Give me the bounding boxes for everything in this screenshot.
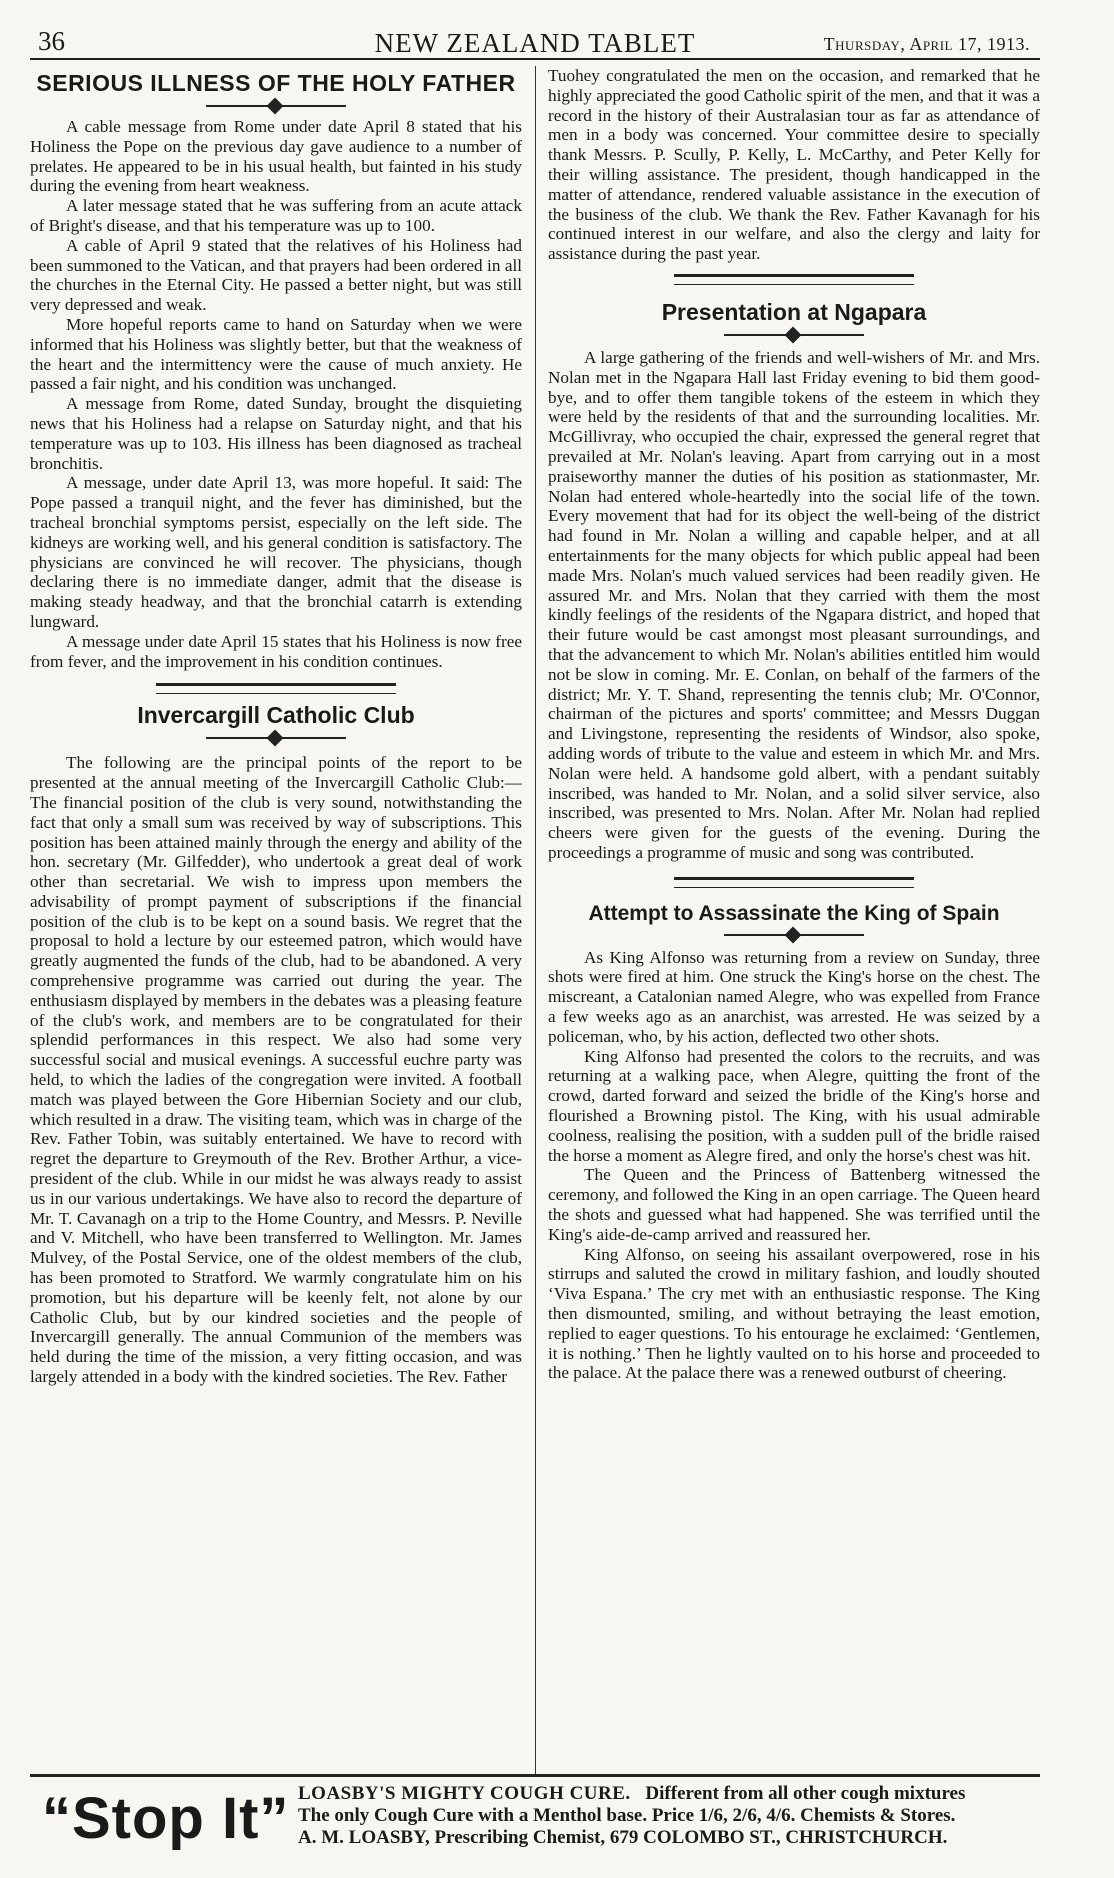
paragraph: The following are the principal points of the report to be presented at the annual meeting of the Invercargill Catholic Club:—The financial position of the club is very sound, notwithstanding the fact that only a small sum was received by way of subscriptions. This position has been attained mainly through the energy and ability of the hon. secretary (Mr. Gilfedder), who undertook a great deal of work other than secretarial. We wish to impress upon members the advisability of prompt payment of subscriptions if the financial position of the club is to be kept on a sound basis. We regret that the proposal to hold a lecture by our esteemed patron, which would have greatly augmented the funds of the club, had to be abandoned. A very comprehensive programme was carried out during the year. The enthusiasm displayed by members in the debates was a pleasing feature of the club's work, and members are to be congratulated for their splendid performances in this respect. We also had some very successful social and musical evenings. A successful euchre party was held, to which the ladies of the congregation were invited. A football match was played between the Gore Hibernian Society and our club, which resulted in a draw. The visiting team, which was in charge of the Rev. Father Tobin, was suitably entertained. We have to record with regret the departure to Greymouth of the Rev. Brother Arthur, a vice-president of the club. While in our midst he was always ready to assist us in our various undertakings. We have also to record the departure of Mr. T. Cavanagh on a trip to the Home Country, and Messrs. P. Neville and V. Mitchell, who have been transferred to Wellington. Mr. James Mulvey, of the Postal Service, one of the oldest members of the club, has been promoted to Stratford. We warmly congratulate him on his promotion, but his departure will be keenly felt, not alone by our Catholic Club, but by our kindred societies and the people of Invercargill generally. The annual Communion of the members was held during the time of the mission, a very fitting occasion, and was largely attended in a body with the kindred societies. The Rev. Father — [30, 753, 522, 1387]
newspaper-page — [30, 22, 1040, 1862]
paragraph: A message from Rome, dated Sunday, brought the disquieting news that his Holiness had a relapse on Saturday night, and that his temperature was up to 103. His illness has been diagnosed as tracheal bronchitis. — [30, 394, 522, 473]
paragraph: As King Alfonso was returning from a review on Sunday, three shots were fired at him. One struck the King's horse on the chest. The miscreant, a Catalonian named Alegre, who was expelled from France a few weeks ago as an anarchist, was arrested. He was seized by a policeman, who, by his action, deflected two other shots. — [548, 947, 1040, 1046]
publication-title: NEW ZEALAND TABLET — [374, 28, 696, 58]
right-column — [548, 66, 1040, 1383]
column-divider — [535, 66, 536, 1774]
holy-father-title: SERIOUS ILLNESS OF THE HOLY FATHER — [36, 70, 516, 96]
holy-father-body — [30, 117, 522, 671]
paragraph: A message, under date April 13, was more hopeful. It said: The Pope passed a tranquil night, and the fever has diminished, but the tracheal bronchial symptoms persist, especially on the left side. The kidneys are working well, and his general condition is satisfactory. The physicians are convinced he will recover. The physicians, though declaring there is no immediate danger, admit that the disease is making steady headway, and that the bronchial catarrh is extending lungward. — [30, 473, 522, 631]
title-ornament — [206, 731, 346, 745]
paragraph: A message under date April 15 states that his Holiness is now free from fever, and the improvement in his condition continues. — [30, 631, 522, 671]
section-rule — [674, 877, 914, 888]
title-ornament — [724, 328, 864, 342]
advert-product-name: LOASBY'S MIGHTY COUGH CURE. — [298, 1783, 631, 1804]
paragraph: King Alfonso, on seeing his assailant overpowered, rose in his stirrups and saluted the crowd in military fashion, and loudly shouted ‘Viva Espana.’ The cry met with an enthusiastic response. The King then dismounted, smiling, and without betraying the least emotion, replied to eager questions. To his entourage he exclaimed: ‘Gentlemen, it is nothing.’ Then he lightly vaulted on to his horse and proceeded to the palace. At the palace there was a renewed outburst of cheering. — [548, 1244, 1040, 1383]
section-rule — [674, 274, 914, 285]
advert-line-1 — [298, 1783, 1038, 1805]
advert-text — [298, 1783, 1038, 1849]
ngapara-title: Presentation at Ngapara — [661, 298, 927, 325]
paragraph: A large gathering of the friends and well-wishers of Mr. and Mrs. Nolan met in the Ngapara Hall last Friday evening to bid them good-bye, and to offer them tangible tokens of the esteem in which they were held by the residents of that and the surrounding localities. Mr. McGillivray, who occupied the chair, expressed the general regret that prevailed at Mr. Nolan's leaving. Apart from carrying out in a most praiseworthy manner the duties of his position as stationmaster, Mr. Nolan had entered whole-heartedly into the social life of the town. Every movement that had for its object the well-being of the district had found in Mr. Nolan a willing and capable helper, and at all entertainments for the many objects for which public appeal had been made Mrs. Nolan's much valued services had been readily given. He assured Mr. and Mrs. Nolan that they carried with them the most kindly feelings of the residents of the Ngapara district, and hoped that their future would be cast amongst most pleasant surroundings, and that the advancement to which Mr. Nolan's abilities entitled him would not be slow in coming. Mr. E. Conlan, on behalf of the farmers of the district; Mr. Y. T. Shand, representing the tennis club; Mr. O'Connor, chairman of the pictures and sports' committee; and Messrs Duggan and Livingstone, representing the residents of Windsor, also spoke, adding words of tribute to the value and esteem in which Mr. and Mrs. Nolan were held. A handsome gold albert, with a pendant suitably inscribed, was handed to Mr. Nolan, and a solid silver service, also inscribed, was presented to Mrs. Nolan. After Mr. Nolan had replied cheers were given for the guests of the evening. During the proceedings a programme of music and song was contributed. — [548, 347, 1040, 862]
invercargill-title: Invercargill Catholic Club — [137, 702, 415, 729]
paragraph: The Queen and the Princess of Battenberg witnessed the ceremony, and followed the King in an open carriage. The Queen heard the shots and guessed what had happened. She was terrified until the King's aide-de-camp arrived and reassured her. — [548, 1165, 1040, 1244]
paragraph-continued: Tuohey congratulated the men on the occasion, and remarked that he highly appreciated the good Catholic spirit of the men, and that it was a record in the history of their Australasian tour as far as attendance of men in a body was concerned. Your committee desire to specially thank Messrs. P. Scully, P. Kelly, L. McCarthy, and Peter Kelly for their willing assistance. The president, though handicapped in the matter of attendance, rendered valuable assistance in the execution of the business of the club. We thank the Rev. Father Kavanagh for his continued interest in our welfare, and also the clergy and laity for assistance during the past year. — [548, 66, 1040, 264]
paragraph: More hopeful reports came to hand on Saturday when we were informed that his Holiness was slightly better, but that the weakness of the heart and the intermittency were the cause of much anxiety. He passed a fair night, and his condition was unchanged. — [30, 314, 522, 394]
advert-line-3: A. M. LOASBY, Prescribing Chemist, 679 COLOMBO ST., CHRISTCHURCH. — [298, 1827, 948, 1848]
left-column — [30, 66, 522, 1387]
advert-tagline: Different from all other cough mixtures — [645, 1783, 966, 1804]
spain-title: Attempt to Assassinate the King of Spain — [588, 901, 1000, 925]
advert-line-2: The only Cough Cure with a Menthol base. Price 1/6, 2/6, 4/6. Chemists & Stores. — [298, 1805, 956, 1826]
paragraph: A later message stated that he was suffering from an acute attack of Bright's disease, and that his temperature was up to 100. — [30, 196, 522, 235]
paragraph: King Alfonso had presented the colors to the recruits, and was returning at a walking pace, when Alegre, quitting the front of the crowd, darted forward and seized the bridle of the King's horse and flourished a Browning pistol. The King, with his usual admirable coolness, realising the position, with a sudden pull of the bridle raised the horse a moment as Alegre fired, and only the horse's chest was hit. — [548, 1046, 1040, 1165]
page-number: 36 — [38, 26, 65, 56]
section-rule — [156, 683, 396, 694]
title-ornament — [724, 928, 864, 942]
advertisement — [30, 1774, 1040, 1869]
title-ornament — [206, 99, 346, 113]
page-header — [30, 22, 1040, 60]
paragraph: A cable message from Rome under date April 8 stated that his Holiness the Pope on the previous day gave audience to a number of prelates. He appeared to be in his usual health, but fainted in his study during the evening from heart weakness. — [30, 117, 522, 196]
spain-body — [548, 948, 1040, 1384]
issue-date: Thursday, April 17, 1913. — [823, 34, 1030, 54]
paragraph: A cable of April 9 stated that the relatives of his Holiness had been summoned to the Vatican, and that prayers had been ordered in all the churches in the Eternal City. He passed a better night, but was still very depressed and weak. — [30, 235, 522, 315]
advert-headline: “Stop It” — [42, 1786, 290, 1851]
